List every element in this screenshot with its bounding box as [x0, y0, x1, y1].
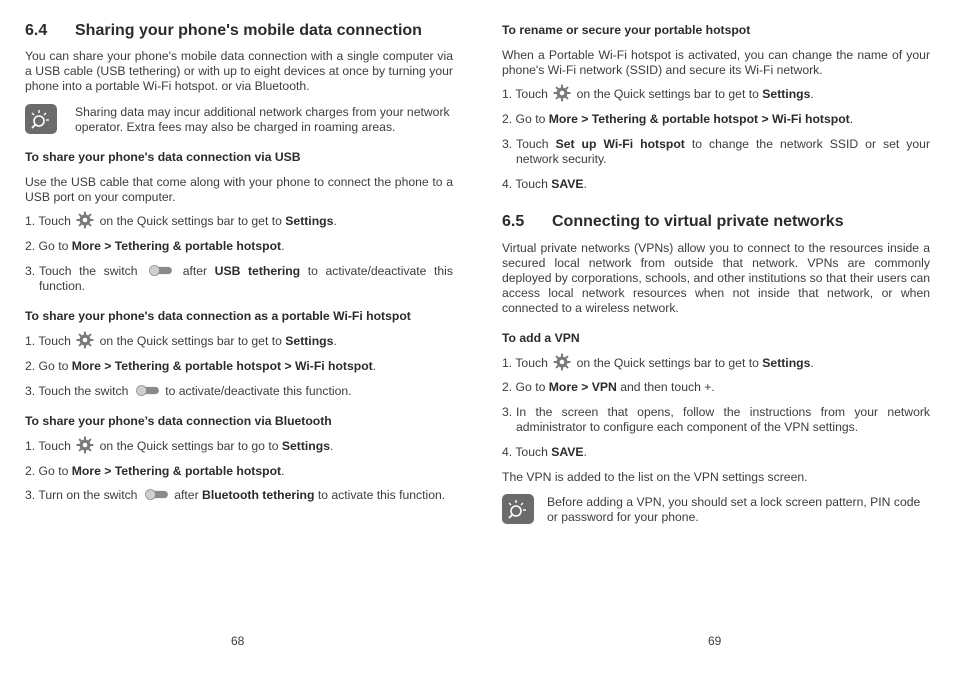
page-number: 68: [231, 634, 245, 648]
vpn-step-3: 3. In the screen that opens, follow the instructions from your network administrator to configure each component of the VPN settings.: [502, 405, 930, 434]
rename-step-4: 4. Touch SAVE.: [502, 177, 587, 191]
vpn-step-1: 1. Touch on the Quick settings bar to get to Settings.: [502, 356, 814, 371]
bluetooth-subheading: To share your phone’s data connection via Bluetooth: [25, 414, 332, 428]
toggle-switch-icon: [143, 489, 169, 500]
rename-intro: When a Portable Wi-Fi hotspot is activated, you can change the name of your phone's Wi-Fi network (SSID) and secure its Wi-Fi network.: [502, 48, 930, 77]
tip-text: Sharing data may incur additional network charges from your network operator. Extra fees may also be charged in roaming areas.: [75, 105, 450, 134]
rename-step-1: 1. Touch on the Quick settings bar to get to Settings.: [502, 87, 814, 102]
bluetooth-step-1: 1. Touch on the Quick settings bar to go to Settings.: [25, 439, 333, 454]
hotspot-subheading: To share your phone's data connection as a portable Wi-Fi hotspot: [25, 309, 411, 323]
section-heading-6-4: 6.4 Sharing your phone's mobile data connection: [25, 22, 422, 39]
hotspot-step-3: 3. Touch the switch to activate/deactivate this function.: [25, 384, 352, 398]
hotspot-step-2: 2. Go to More > Tethering & portable hotspot > Wi-Fi hotspot.: [25, 359, 377, 373]
settings-gear-icon: [76, 436, 94, 454]
settings-gear-icon: [76, 331, 94, 349]
settings-gear-icon: [553, 84, 571, 102]
tip-icon: [502, 494, 534, 524]
tip-icon: [25, 104, 57, 134]
vpn-outro: The VPN is added to the list on the VPN settings screen.: [502, 470, 808, 484]
tip-text: Before adding a VPN, you should set a lock screen pattern, PIN code or password for your phone.: [547, 495, 921, 524]
settings-gear-icon: [76, 211, 94, 229]
bluetooth-step-3: 3. Turn on the switch after Bluetooth tethering to activate this function.: [25, 488, 446, 502]
usb-intro: Use the USB cable that come along with your phone to connect the phone to a USB port on your computer.: [25, 175, 453, 204]
toggle-switch-icon: [147, 265, 173, 276]
usb-step-3: 3. Touch the switch after USB tethering to activate/deactivate this function.: [25, 264, 453, 293]
add-vpn-subheading: To add a VPN: [502, 331, 580, 345]
hotspot-step-1: 1. Touch on the Quick settings bar to get to Settings.: [25, 334, 337, 349]
page-number: 69: [708, 634, 722, 648]
toggle-switch-icon: [134, 385, 160, 396]
vpn-step-2: 2. Go to More > VPN and then touch +.: [502, 380, 715, 394]
usb-step-2: 2. Go to More > Tethering & portable hotspot.: [25, 239, 285, 253]
settings-gear-icon: [553, 353, 571, 371]
usb-step-1: 1. Touch on the Quick settings bar to get to Settings.: [25, 214, 337, 229]
usb-subheading: To share your phone's data connection via USB: [25, 150, 301, 164]
vpn-step-4: 4. Touch SAVE.: [502, 445, 587, 459]
rename-step-2: 2. Go to More > Tethering & portable hotspot > Wi-Fi hotspot.: [502, 112, 854, 126]
rename-step-3: 3. Touch Set up Wi-Fi hotspot to change the network SSID or set your network security.: [502, 137, 931, 166]
rename-subheading: To rename or secure your portable hotspot: [502, 23, 751, 37]
vpn-intro: Virtual private networks (VPNs) allow you to connect to the resources inside a secured local network from outside that network. VPNs are commonly deployed by corporations, schools, and other institutions so that their users can access local network resources when not inside that network, or when connected to a wireless network.: [502, 241, 930, 315]
bluetooth-step-2: 2. Go to More > Tethering & portable hotspot.: [25, 464, 285, 478]
section-heading-6-5: 6.5 Connecting to virtual private networks: [502, 213, 844, 230]
section-intro: You can share your phone's mobile data connection with a single computer via a USB cable (USB tethering) or with up to eight devices at once by turning your phone into a portable Wi-Fi hotspot. or via Bluetooth.: [25, 49, 453, 93]
